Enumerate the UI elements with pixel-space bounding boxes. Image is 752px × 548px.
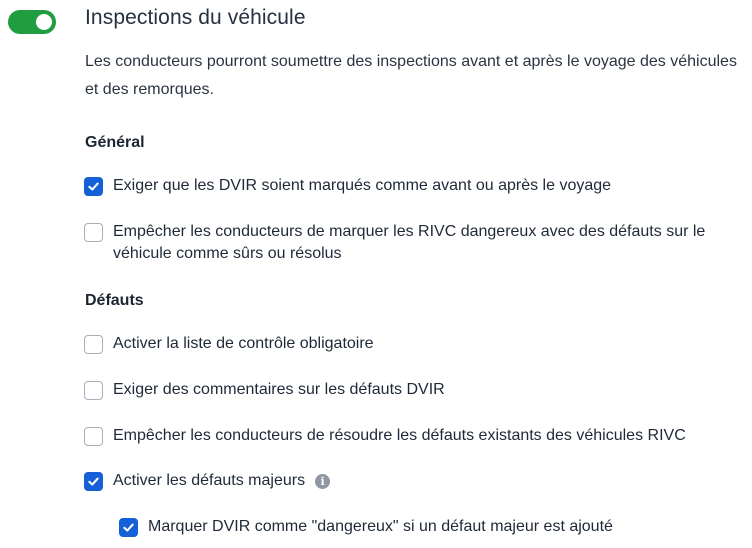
option-label-line2: véhicule comme sûrs ou résolus: [113, 245, 342, 262]
checkbox-mandatory-checklist[interactable]: [84, 335, 103, 354]
checkbox-prevent-mark-safe[interactable]: [84, 223, 103, 242]
option-prevent-resolve: [84, 427, 686, 447]
checkbox-prevent-resolve[interactable]: [84, 427, 103, 446]
option-mark-unsafe: [119, 518, 613, 538]
option-label: Empêcher les conducteurs de résoudre les défauts existants des véhicules RIVC: [113, 427, 686, 444]
inspections-toggle[interactable]: [8, 10, 56, 34]
checkmark-icon: [87, 180, 100, 193]
option-label: Activer la liste de contrôle obligatoire: [113, 335, 374, 352]
checkmark-icon: [87, 475, 100, 488]
option-label: Activer les défauts majeurs: [113, 472, 306, 489]
info-icon[interactable]: i: [315, 474, 330, 489]
page-title: Inspections du véhicule: [85, 6, 306, 29]
checkmark-icon: [122, 521, 135, 534]
option-label: Exiger des commentaires sur les défauts DVIR: [113, 381, 445, 398]
checkbox-require-comments[interactable]: [84, 381, 103, 400]
option-label: [113, 221, 752, 265]
page-description: Les conducteurs pourront soumettre des inspections avant et après le voyage des véhicules et des remorques.: [85, 53, 737, 98]
option-label-line1: Empêcher les conducteurs de marquer les RIVC dangereux avec des défauts sur le: [113, 223, 706, 240]
option-mandatory-checklist: [84, 335, 374, 355]
option-prevent-mark-safe: [84, 223, 752, 265]
section-title-defects: Défauts: [85, 292, 144, 309]
checkbox-mark-unsafe[interactable]: [119, 518, 138, 537]
checkbox-require-trip-type[interactable]: [84, 177, 103, 196]
option-require-trip-type: [84, 177, 611, 197]
section-title-general: Général: [85, 134, 145, 151]
toggle-knob: [36, 14, 52, 30]
option-label: Exiger que les DVIR soient marqués comme avant ou après le voyage: [113, 177, 612, 194]
option-major-defects: [84, 472, 330, 492]
option-require-comments: [84, 381, 445, 401]
checkbox-major-defects[interactable]: [84, 472, 103, 491]
option-label: Marquer DVIR comme "dangereux" si un défaut majeur est ajouté: [148, 518, 613, 535]
